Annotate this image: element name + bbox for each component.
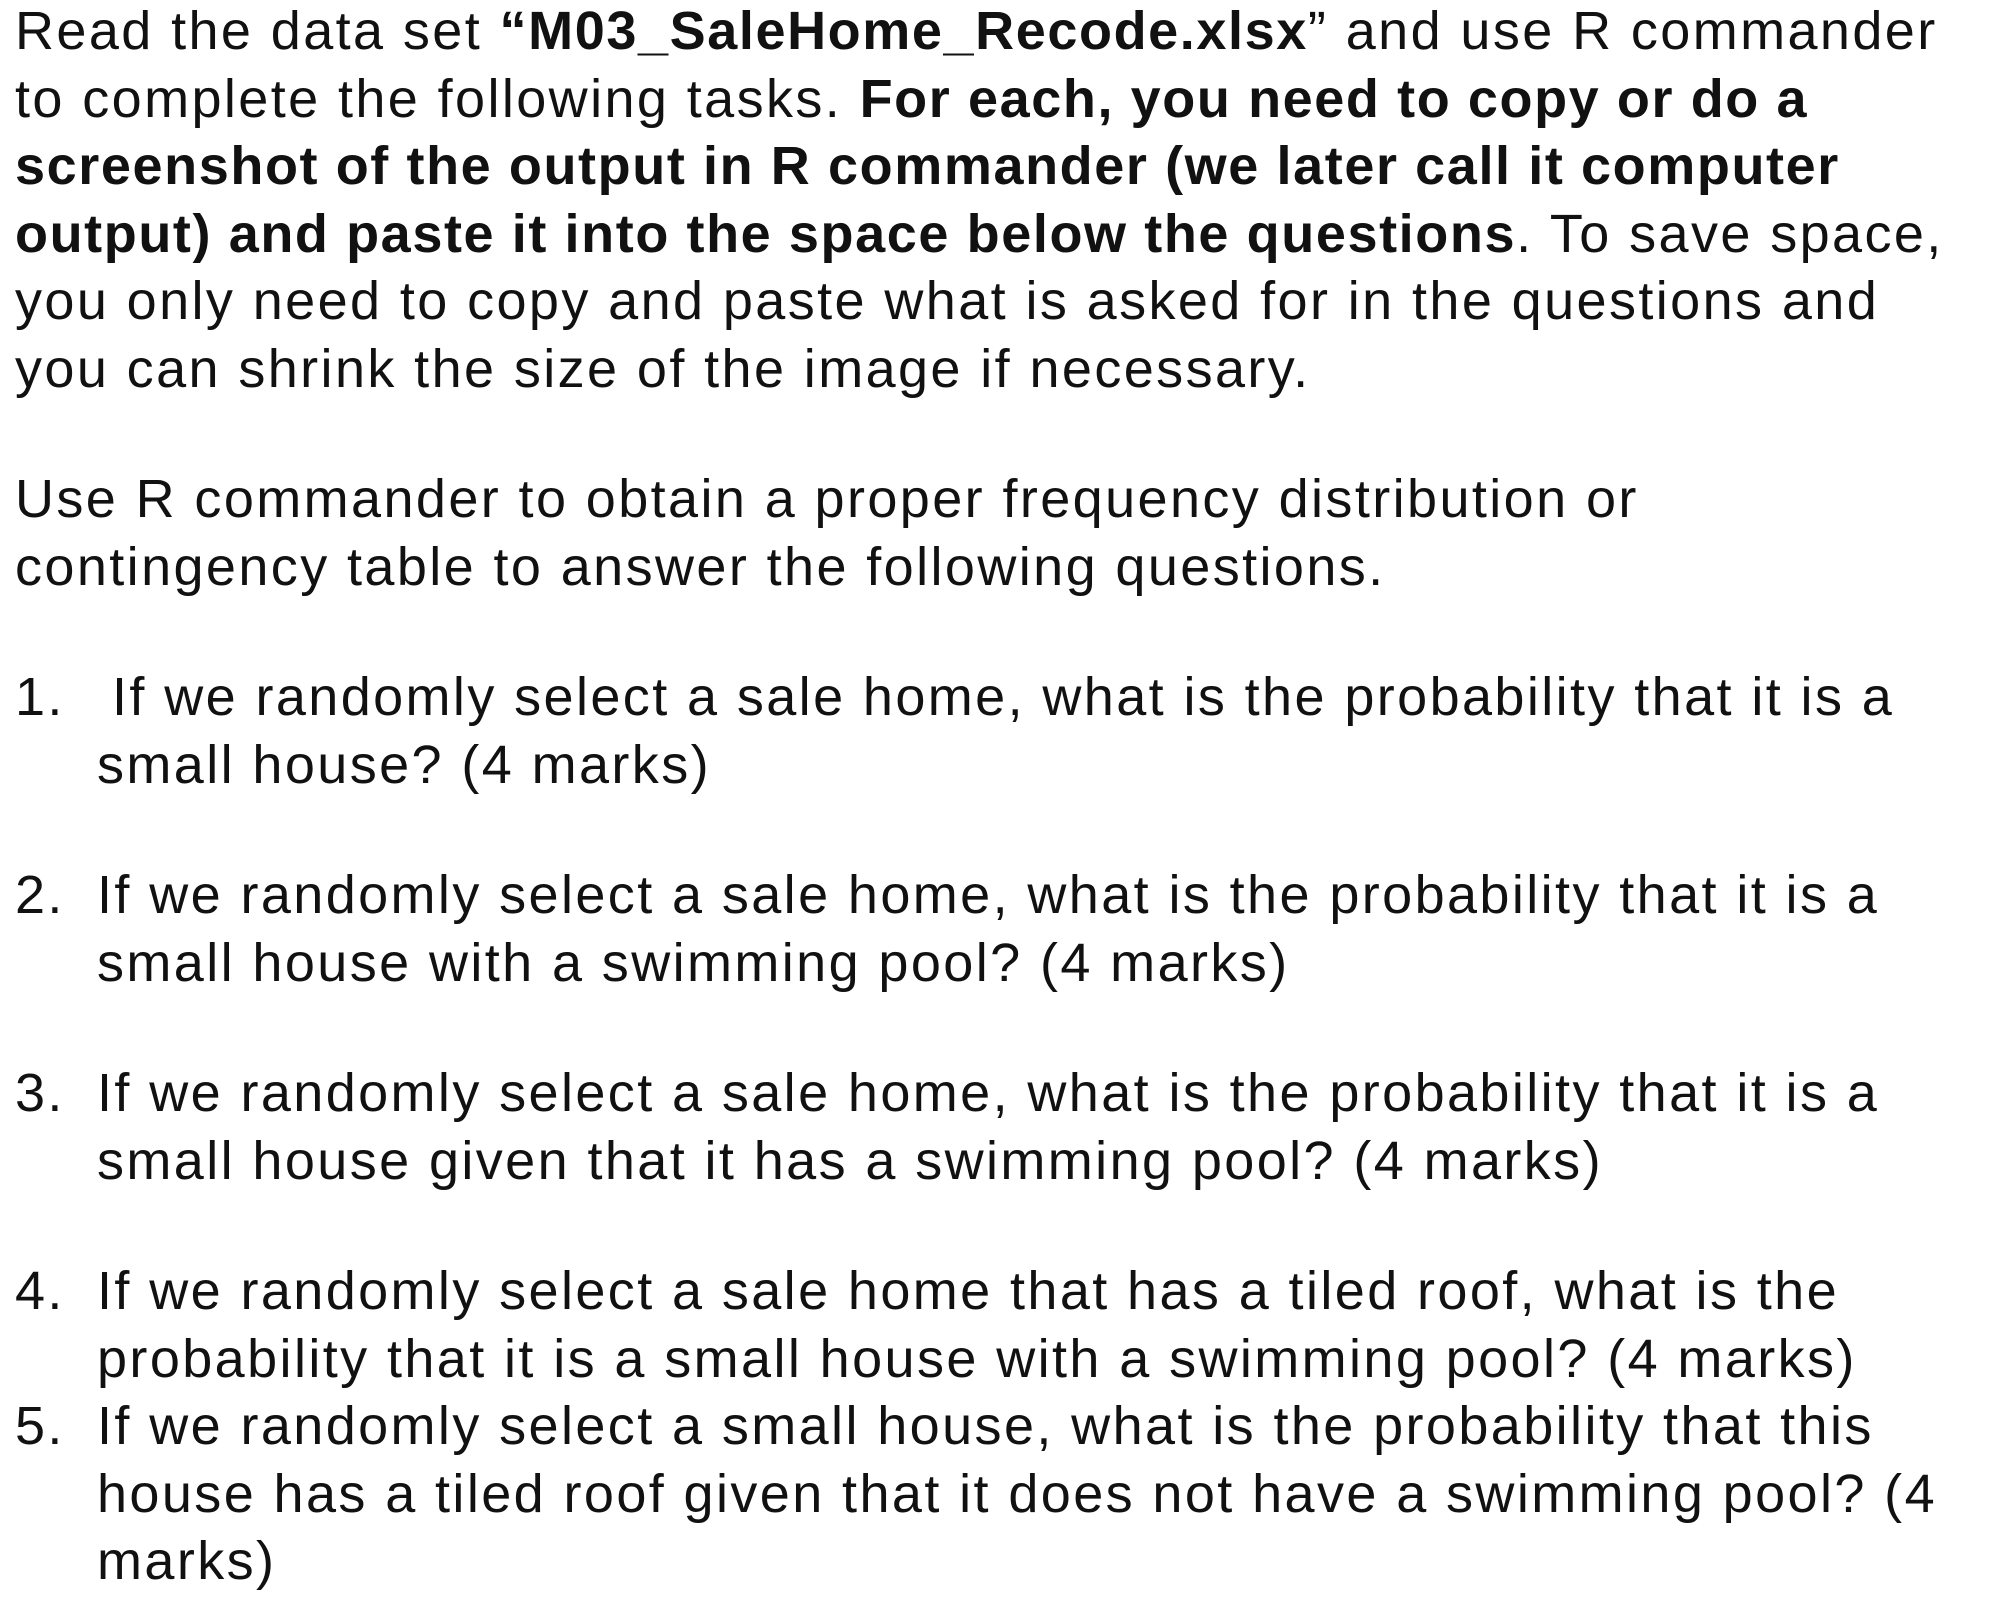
text: ” and use R commander bbox=[1307, 1, 1938, 61]
question-text: If we randomly select a sale home that has a tiled roof, what is the bbox=[97, 1261, 1840, 1321]
intro-line: you can shrink the size of the image if necessary. bbox=[15, 338, 1311, 399]
question-text: small house with a swimming pool? (4 marks) bbox=[97, 932, 1290, 993]
document bbox=[15, 0, 2000, 1596]
question-4 bbox=[15, 1258, 2000, 1393]
bold-text: For each, you need to copy or do a bbox=[859, 68, 1809, 129]
question-number: 2. bbox=[15, 865, 65, 925]
question-number: 3. bbox=[15, 1063, 65, 1123]
intro-line bbox=[15, 0, 2000, 66]
question-text: small house given that it has a swimming pool? (4 marks) bbox=[97, 1130, 1603, 1191]
dataset-filename: “M03_SaleHome_Recode.xlsx bbox=[499, 1, 1308, 61]
question-text: If we randomly select a sale home, what is the probability that it is a bbox=[97, 1063, 1880, 1123]
question-text: If we randomly select a sale home, what is the probability that it is a bbox=[97, 865, 1880, 925]
instruction-paragraph bbox=[15, 466, 2000, 601]
question-3 bbox=[15, 1060, 2000, 1195]
question-text: small house? (4 marks) bbox=[97, 734, 711, 795]
instruction-line: Use R commander to obtain a proper frequency distribution or bbox=[15, 469, 1639, 529]
question-number: 5. bbox=[15, 1396, 65, 1456]
intro-line bbox=[15, 201, 2000, 269]
question-text: probability that it is a small house with a swimming pool? (4 marks) bbox=[97, 1328, 1857, 1389]
question-1 bbox=[15, 664, 2000, 799]
question-number: 1. bbox=[15, 667, 65, 727]
intro-paragraph bbox=[15, 0, 2000, 403]
text: . To save space, bbox=[1516, 203, 1944, 264]
question-number: 4. bbox=[15, 1261, 65, 1321]
question-text: If we randomly select a sale home, what is the probability that it is a bbox=[112, 667, 1895, 727]
question-text: house has a tiled roof given that it does not have a swimming pool? (4 bbox=[97, 1463, 1937, 1524]
question-text: marks) bbox=[97, 1531, 277, 1591]
text: Read the data set bbox=[15, 1, 500, 61]
intro-line: screenshot of the output in R commander (we later call it computer bbox=[15, 136, 1840, 196]
intro-line: you only need to copy and paste what is asked for in the questions and bbox=[15, 271, 1880, 331]
text: to complete the following tasks. bbox=[15, 68, 860, 129]
question-5 bbox=[15, 1393, 2000, 1596]
question-2 bbox=[15, 862, 2000, 997]
bold-text: output) and paste it into the space below the questions bbox=[15, 203, 1517, 264]
intro-line bbox=[15, 66, 2000, 134]
instruction-line: contingency table to answer the following questions. bbox=[15, 536, 1386, 597]
question-text: If we randomly select a small house, what is the probability that this bbox=[97, 1396, 1874, 1456]
